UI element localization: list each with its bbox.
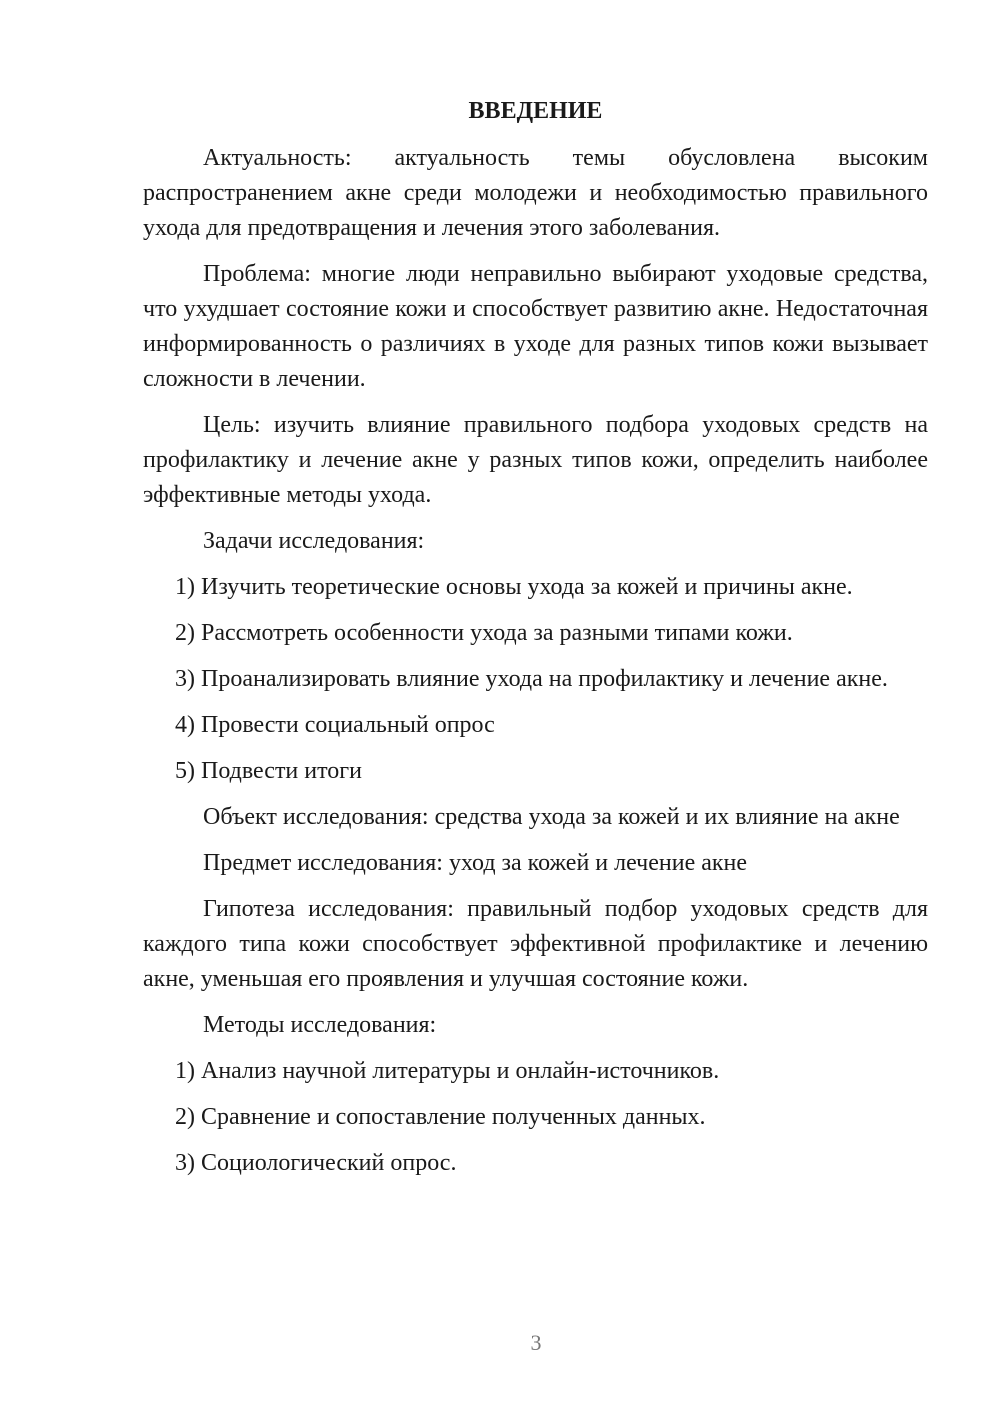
paragraph-object: Объект исследования: средства ухода за кожей и их влияние на акне: [203, 804, 900, 830]
body-text: [143, 141, 928, 1192]
task-item: 2) Рассмотреть особенности ухода за разными типами кожи.: [175, 620, 793, 646]
method-item: 1) Анализ научной литературы и онлайн-источников.: [175, 1058, 720, 1084]
method-item: 2) Сравнение и сопоставление полученных данных.: [175, 1104, 706, 1130]
method-item: 3) Социологический опрос.: [175, 1150, 457, 1176]
tasks-title: Задачи исследования:: [203, 528, 425, 554]
paragraph-subject: Предмет исследования: уход за кожей и лечение акне: [203, 850, 748, 876]
section-heading: ВВЕДЕНИЕ: [468, 98, 603, 124]
task-item: 1) Изучить теоретические основы ухода за кожей и причины акне.: [175, 574, 853, 600]
page-number: 3: [530, 1330, 542, 1355]
task-item: 5) Подвести итоги: [175, 758, 362, 784]
task-item: 3) Проанализировать влияние ухода на профилактику и лечение акне.: [175, 666, 888, 692]
paragraph-goal: Цель: изучить влияние правильного подбора уходовых средств на профилактику и лечение акне у разных типов кожи, определить наиболее эффективные методы ухода.: [143, 412, 928, 508]
task-item: 4) Провести социальный опрос: [175, 712, 495, 738]
methods-title: Методы исследования:: [203, 1012, 437, 1038]
paragraph-relevance: Актуальность: актуальность темы обусловлена высоким распространением акне среди молодежи и необходимостью правильного ухода для предотвращения и лечения этого заболевания.: [143, 145, 928, 241]
paragraph-hypothesis: Гипотеза исследования: правильный подбор уходовых средств для каждого типа кожи способствует эффективной профилактике и лечению акне, уменьшая его проявления и улучшая состояние кожи.: [143, 896, 928, 992]
paragraph-problem: Проблема: многие люди неправильно выбирают уходовые средства, что ухудшает состояние кожи и способствует развитию акне. Недостаточная информированность о различиях в уходе для разных типов кожи вызывает сложности в лечении.: [143, 261, 928, 392]
